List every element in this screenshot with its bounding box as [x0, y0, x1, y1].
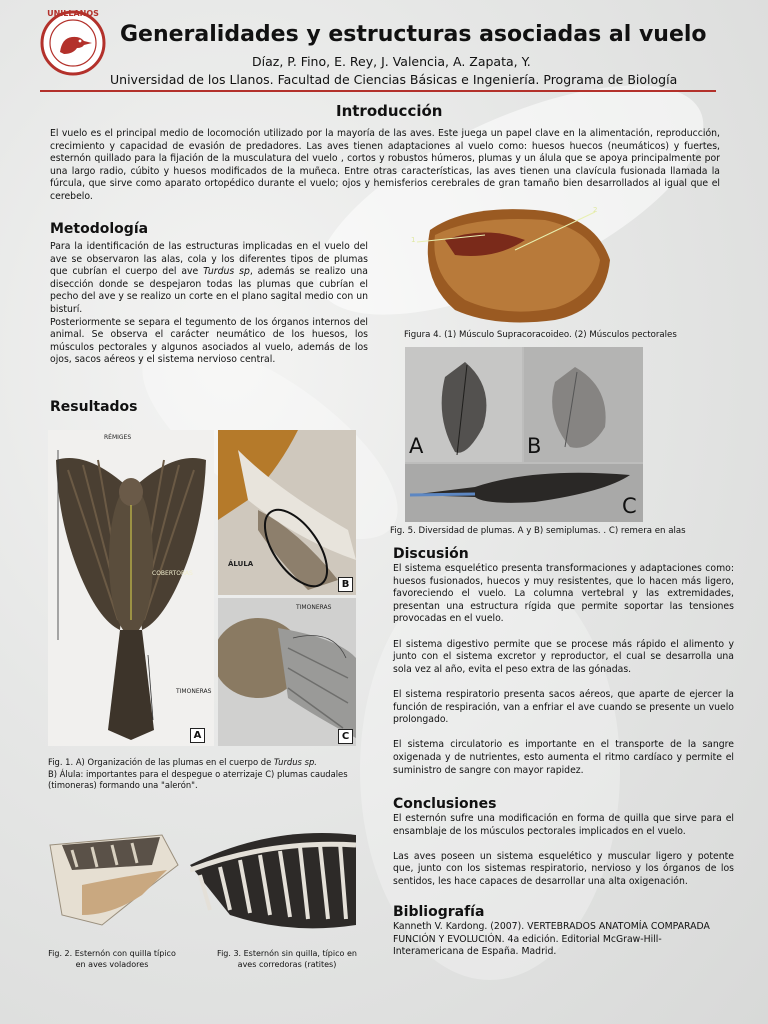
label-cobertoras: COBERTORAS	[152, 570, 193, 577]
photo-letter-a: A	[190, 728, 205, 743]
dissection-marker-1: 1	[411, 236, 416, 244]
logo-text: UNILLANOS	[47, 9, 99, 18]
conclusions-paragraph: Las aves poseen un sistema esquelético y muscular ligero y potente que, junto con los sistemas respiratorio, nervioso y los órganos de los sentidos, les hace capaces de desarrollar una alta oxigenación.	[393, 850, 734, 887]
discussion-text	[393, 563, 734, 790]
affiliation: Universidad de los Llanos. Facultad de Ciencias Básicas e Ingeniería. Programa de Biología	[110, 72, 678, 87]
authors: Díaz, P. Fino, E. Rey, J. Valencia, A. Zapata, Y.	[252, 54, 531, 69]
results-heading: Resultados	[50, 399, 138, 415]
photo-dissection	[405, 200, 617, 328]
discussion-paragraph: El sistema digestivo permite que se procese más rápido el alimento y junto con el sistema excretor y reproductor, el cual se desarrolla una sola vez al año, evita el peso extra de las gónadas.	[393, 638, 734, 675]
methods-p2: Posteriormente se separa el tegumento de los órganos internos del animal. Se observa el carácter neumático de los huesos, los músculos pectorales y algunos asociados al vuelo, además de los ojos, sacos aéreos y el sistema nervioso central.	[50, 316, 368, 366]
discussion-paragraph: El sistema respiratorio presenta sacos aéreos, que aparte de ejercer la función de respiración, van a enfriar el ave cuando se presente un vuelo prolongado.	[393, 688, 734, 726]
discussion-paragraph: El sistema circulatorio es importante en el transporte de la sangre oxigenada y de nutrientes, esto aumenta el ritmo cardíaco y permite el suministro de sangre con mayor rapidez.	[393, 739, 734, 776]
label-timoneras-a: TIMONERAS	[176, 688, 212, 695]
feather-label-c: C	[622, 494, 637, 518]
fig3-caption: Fig. 3. Esternón sin quilla, típico en aves corredoras (ratites)	[217, 949, 357, 969]
bibliography-heading: Bibliografía	[393, 904, 485, 920]
methods-text	[50, 241, 368, 367]
label-remiges: RÉMIGES	[104, 434, 132, 441]
methods-p1-end: , además se realizo una disección donde se despejaron todas las plumas que cubrían el pecho del ave y se realizo un corte en el plano sagital medio con un bisturí.	[50, 266, 368, 315]
intro-text: El vuelo es el principal medio de locomoción utilizado por la mayoría de las aves. Este juega un papel clave en la alimentación, reproducción, crecimiento y capacidad de evasión de predadores. Las aves tienen adaptaciones al vuelo como: huesos huecos (neumáticos) y fuertes, esternón quillado para la fijación de la musculatura del vuelo , cortos y robustos húmeros, plumas y un álula que se apoya principalmente por una largo radio, cúbito y huesos modificados de la muñeca. Entre otras características, las aves tienen una clavícula fusionada llamada la fúrcula, que sirve como aparato ortopédico durante el vuelo; ojos y hemisferios cerebrales de gran tamaño bien desarrollados al igual que el cerebelo.	[50, 128, 720, 202]
poster-title: Generalidades y estructuras asociadas al vuelo	[120, 22, 707, 47]
photo-feathers	[405, 347, 643, 522]
photo-sternum-no-keel	[190, 815, 356, 945]
feather-label-b: B	[527, 434, 542, 458]
photo-tail	[218, 598, 356, 746]
fig4-caption: Figura 4. (1) Músculo Supracoracoideo. (2) Músculos pectorales	[404, 330, 677, 340]
fig1-caption-species: Turdus sp.	[273, 757, 317, 767]
fig1-caption-rest: B) Álula: importantes para el despegue o aterrizaje C) plumas caudales (timoneras) formando una "alerón".	[48, 768, 348, 790]
methods-species: Turdus sp	[203, 266, 250, 278]
methods-heading: Metodología	[50, 221, 149, 237]
header-divider	[40, 90, 716, 92]
fig5-caption: Fig. 5. Diversidad de plumas. A y B) semiplumas. . C) remera en alas	[390, 526, 686, 536]
conclusions-heading: Conclusiones	[393, 796, 497, 812]
methods-p1-start: Para la identificación de las estructuras implicadas en el vuelo del ave se observaron las alas, cola y los diferentes tipos de plumas que cubrían el cuerpo del ave	[50, 241, 368, 278]
photo-letter-c: C	[338, 729, 353, 744]
photo-alula	[218, 430, 356, 595]
fig1-caption-start: Fig. 1. A) Organización de las plumas en el cuerpo de	[48, 757, 274, 767]
photo-letter-b: B	[338, 577, 353, 592]
conclusions-paragraph: El esternón sufre una modificación en forma de quilla que sirve para el ensamblaje de los músculos pectorales implicados en el vuelo.	[393, 813, 734, 837]
fig1-caption	[48, 757, 366, 792]
intro-heading: Introducción	[336, 102, 443, 120]
conclusions-text	[393, 813, 734, 901]
bibliography-entry: Kanneth V. Kardong. (2007). VERTEBRADOS ANATOMÍA COMPARADA FUNCIÓN Y EVOLUCIÓN. 4a edición. Editorial McGraw-Hill-Interamericana de España. Madrid.	[393, 921, 710, 958]
photo-bird-spread	[48, 430, 214, 746]
label-timoneras-c: TIMONERAS	[296, 604, 332, 611]
discussion-heading: Discusión	[393, 546, 469, 562]
feather-label-a: A	[409, 434, 424, 458]
fig2-caption: Fig. 2. Esternón con quilla típico en aves voladores	[48, 949, 176, 969]
discussion-paragraph: El sistema esquelético presenta transformaciones y adaptaciones como: huesos fusionados, huecos y muy resistentes, que lo hacen más ligero, favoreciendo el vuelo. La columna vertebral y las extremidades, presentan una estructura rígida que permite soportar las tensiones provocadas en el vuelo.	[393, 563, 734, 625]
label-alula: ÁLULA	[228, 560, 254, 568]
dissection-marker-2: 2	[593, 206, 598, 214]
photo-sternum-keel	[42, 825, 182, 945]
university-logo	[40, 10, 106, 76]
